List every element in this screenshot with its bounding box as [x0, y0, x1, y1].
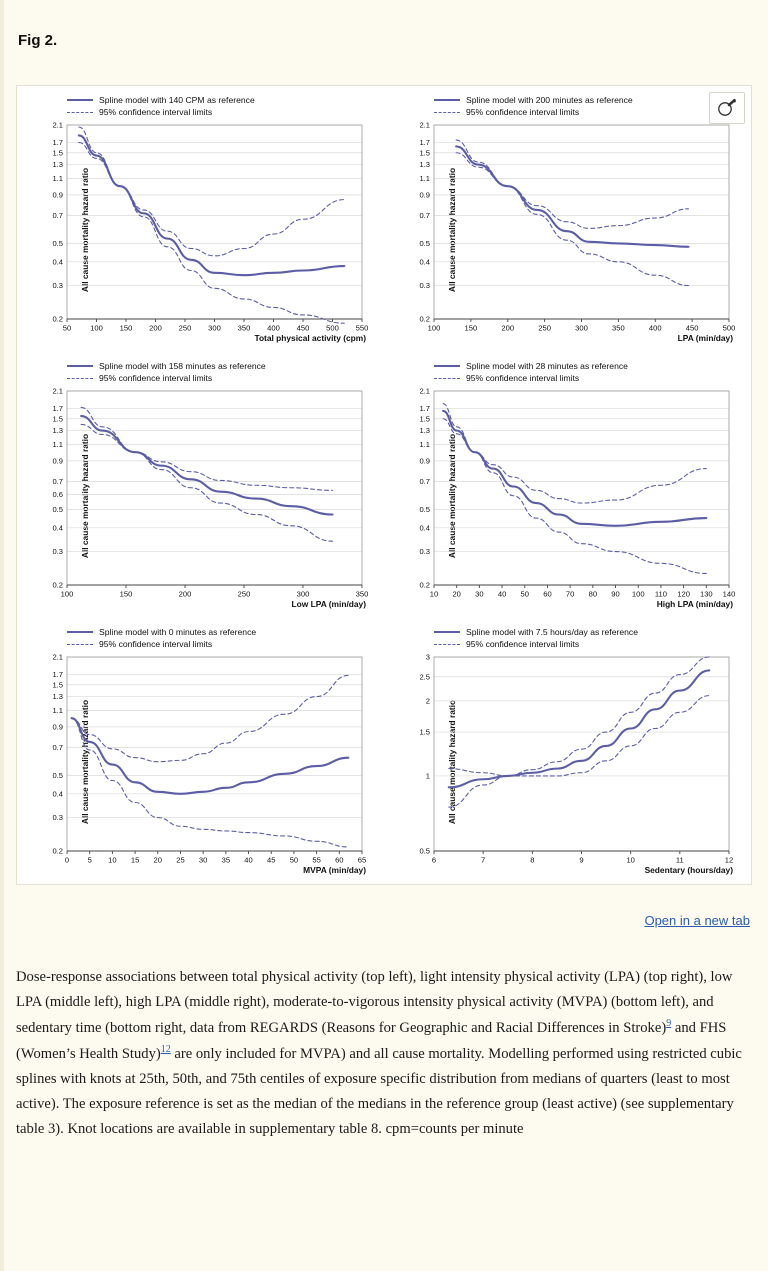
- svg-text:1.3: 1.3: [52, 692, 63, 702]
- svg-text:7: 7: [481, 855, 486, 865]
- figure-container: [16, 85, 752, 885]
- svg-text:0.7: 0.7: [419, 477, 430, 487]
- svg-text:2.1: 2.1: [52, 386, 63, 396]
- svg-text:20: 20: [452, 589, 461, 599]
- plot-mvpa: [21, 651, 376, 873]
- svg-text:1.3: 1.3: [419, 160, 430, 170]
- chart-svg-lpa: [388, 119, 743, 341]
- svg-text:0.5: 0.5: [52, 238, 63, 248]
- svg-text:15: 15: [130, 855, 140, 865]
- x-axis-label: LPA (min/day): [677, 332, 733, 343]
- svg-text:450: 450: [685, 323, 699, 333]
- legend-label-model: Spline model with 0 minutes as reference: [99, 627, 257, 637]
- legend-label-ci: 95% confidence interval limits: [99, 107, 213, 118]
- svg-text:0.9: 0.9: [419, 456, 430, 466]
- panel-mvpa: [17, 618, 384, 884]
- svg-text:25: 25: [176, 855, 185, 865]
- svg-text:20: 20: [153, 855, 162, 865]
- svg-text:90: 90: [611, 589, 620, 599]
- x-axis-label: Sedentary (hours/day): [644, 864, 733, 875]
- y-axis-label: All cause mortality hazard ratio: [447, 699, 458, 825]
- svg-text:65: 65: [357, 855, 367, 865]
- svg-text:0.7: 0.7: [52, 211, 63, 221]
- svg-text:1.7: 1.7: [52, 403, 63, 413]
- svg-text:500: 500: [326, 323, 339, 333]
- svg-text:0: 0: [64, 855, 70, 865]
- svg-text:70: 70: [565, 589, 575, 599]
- svg-text:1: 1: [425, 771, 430, 781]
- legend-label-ci: 95% confidence interval limits: [466, 373, 580, 384]
- svg-text:6: 6: [431, 855, 437, 865]
- svg-text:0.5: 0.5: [52, 770, 63, 780]
- x-axis-label: High LPA (min/day): [656, 598, 733, 609]
- legend-solid-swatch: [67, 99, 93, 101]
- chart-svg-total-physical-activity: [21, 119, 376, 341]
- svg-text:0.9: 0.9: [52, 456, 63, 466]
- legend-solid-swatch: [67, 365, 93, 367]
- svg-text:0.9: 0.9: [419, 190, 430, 200]
- svg-text:100: 100: [90, 323, 103, 333]
- legend-dashed-swatch: [67, 378, 93, 379]
- svg-text:35: 35: [221, 855, 231, 865]
- svg-text:0.2: 0.2: [419, 314, 430, 324]
- svg-text:0.3: 0.3: [52, 281, 63, 291]
- svg-text:0.2: 0.2: [52, 580, 63, 590]
- legend-solid-swatch: [434, 99, 460, 101]
- svg-text:400: 400: [267, 323, 280, 333]
- svg-text:1.5: 1.5: [52, 148, 63, 158]
- svg-text:1.1: 1.1: [52, 439, 63, 449]
- legend-solid-swatch: [67, 631, 93, 633]
- legend-solid-swatch: [434, 631, 460, 633]
- svg-text:1.5: 1.5: [52, 680, 63, 690]
- svg-text:0.4: 0.4: [52, 789, 63, 799]
- svg-text:1.5: 1.5: [52, 414, 63, 424]
- svg-text:40: 40: [497, 589, 507, 599]
- svg-text:2.1: 2.1: [52, 120, 63, 130]
- legend-dashed-swatch: [434, 378, 460, 379]
- svg-text:130: 130: [699, 589, 713, 599]
- svg-text:30: 30: [475, 589, 484, 599]
- svg-text:250: 250: [178, 323, 192, 333]
- svg-text:0.2: 0.2: [52, 314, 63, 324]
- svg-text:0.4: 0.4: [52, 523, 63, 533]
- svg-text:140: 140: [722, 589, 736, 599]
- svg-text:0.6: 0.6: [52, 489, 63, 499]
- legend-label-model: Spline model with 158 minutes as reference: [99, 361, 266, 371]
- legend-dashed-swatch: [67, 112, 93, 113]
- svg-text:0.5: 0.5: [419, 846, 430, 856]
- panel-lpa: [384, 86, 751, 352]
- svg-text:1.7: 1.7: [419, 137, 430, 147]
- svg-text:1.3: 1.3: [52, 160, 63, 170]
- svg-text:8: 8: [530, 855, 535, 865]
- svg-text:400: 400: [648, 323, 662, 333]
- svg-text:5: 5: [87, 855, 92, 865]
- panel-total-physical-activity: [17, 86, 384, 352]
- svg-text:50: 50: [289, 855, 299, 865]
- legend-label-model: Spline model with 7.5 hours/day as reference: [466, 627, 638, 637]
- svg-text:0.4: 0.4: [419, 257, 430, 267]
- svg-text:55: 55: [312, 855, 321, 865]
- legend-low-lpa: [67, 360, 376, 385]
- legend-sedentary: [434, 626, 743, 651]
- svg-text:2.5: 2.5: [419, 672, 430, 682]
- svg-text:30: 30: [198, 855, 208, 865]
- caption-part-1: Dose-response associations between total physical activity (top left), light intensity physical activity (LPA) (top right), low LPA (middle left), high LPA (middle right), moderate-to-vigorous intensity physical activity (MVPA) (bottom left), and sedentary time (bottom right, data from REGARDS (Reasons for Geographic and Racial Differences in Stroke): [16, 969, 733, 1037]
- svg-text:60: 60: [543, 589, 552, 599]
- svg-text:120: 120: [677, 589, 690, 599]
- svg-text:1.5: 1.5: [419, 414, 430, 424]
- svg-text:0.3: 0.3: [52, 813, 63, 823]
- figure-label: Fig 2.: [18, 32, 58, 49]
- open-in-new-tab-link[interactable]: Open in a new tab: [644, 913, 750, 928]
- svg-text:2: 2: [425, 696, 430, 706]
- svg-text:0.4: 0.4: [52, 257, 63, 267]
- y-axis-label: All cause mortality hazard ratio: [447, 433, 458, 559]
- legend-label-model: Spline model with 28 minutes as reference: [466, 361, 628, 371]
- svg-text:1.3: 1.3: [419, 426, 430, 436]
- svg-text:0.7: 0.7: [52, 477, 63, 487]
- svg-text:0.5: 0.5: [52, 504, 63, 514]
- legend-lpa: [434, 94, 743, 119]
- y-axis-label: All cause mortality hazard ratio: [80, 167, 91, 293]
- svg-text:450: 450: [296, 323, 310, 333]
- svg-text:150: 150: [464, 323, 478, 333]
- svg-text:150: 150: [119, 589, 133, 599]
- svg-text:0.3: 0.3: [419, 281, 430, 291]
- svg-text:0.5: 0.5: [419, 504, 430, 514]
- svg-text:9: 9: [579, 855, 584, 865]
- svg-text:2.1: 2.1: [52, 652, 63, 662]
- svg-text:1.3: 1.3: [52, 426, 63, 436]
- legend-dashed-swatch: [434, 644, 460, 645]
- svg-text:80: 80: [588, 589, 598, 599]
- svg-text:200: 200: [501, 323, 515, 333]
- svg-text:2.1: 2.1: [419, 120, 430, 130]
- x-axis-label: Total physical activity (cpm): [254, 332, 366, 343]
- svg-text:0.7: 0.7: [419, 211, 430, 221]
- svg-text:350: 350: [355, 589, 369, 599]
- svg-text:0.2: 0.2: [52, 846, 63, 856]
- svg-text:1.1: 1.1: [419, 173, 430, 183]
- svg-text:350: 350: [612, 323, 625, 333]
- svg-text:60: 60: [335, 855, 344, 865]
- svg-text:110: 110: [654, 589, 667, 599]
- y-axis-label: All cause mortality hazard ratio: [80, 699, 91, 825]
- caption-ref-12[interactable]: [161, 1044, 171, 1055]
- svg-text:0.7: 0.7: [52, 743, 63, 753]
- svg-text:100: 100: [631, 589, 645, 599]
- legend-label-ci: 95% confidence interval limits: [466, 107, 580, 118]
- legend-label-model: Spline model with 200 minutes as reference: [466, 95, 633, 105]
- legend-dashed-swatch: [434, 112, 460, 113]
- x-axis-label: MVPA (min/day): [303, 864, 366, 875]
- svg-text:200: 200: [178, 589, 192, 599]
- chart-svg-sedentary: [388, 651, 743, 873]
- panel-sedentary: [384, 618, 751, 884]
- svg-text:2.1: 2.1: [419, 386, 430, 396]
- caption-ref-12-link[interactable]: 12: [160, 1044, 171, 1056]
- svg-text:0.2: 0.2: [419, 580, 430, 590]
- svg-text:250: 250: [538, 323, 551, 333]
- caption-ref-9-link[interactable]: 9: [666, 1018, 672, 1030]
- y-axis-label: All cause mortality hazard ratio: [80, 433, 91, 559]
- plot-sedentary: [388, 651, 743, 873]
- svg-text:300: 300: [575, 323, 588, 333]
- svg-text:12: 12: [724, 855, 734, 865]
- legend-label-ci: 95% confidence interval limits: [466, 639, 580, 650]
- svg-text:11: 11: [675, 855, 684, 865]
- svg-text:0.9: 0.9: [52, 190, 63, 200]
- panel-high-lpa: [384, 352, 751, 618]
- caption-part-2: and FHS (Women’s Health Study): [16, 1020, 727, 1062]
- chart-svg-mvpa: [21, 651, 376, 873]
- svg-text:1.1: 1.1: [419, 439, 430, 449]
- svg-text:50: 50: [520, 589, 529, 599]
- svg-text:150: 150: [119, 323, 133, 333]
- svg-text:10: 10: [429, 589, 439, 599]
- svg-text:300: 300: [208, 323, 221, 333]
- svg-text:250: 250: [237, 589, 251, 599]
- plot-lpa: [388, 119, 743, 341]
- svg-text:0.5: 0.5: [419, 238, 430, 248]
- svg-text:0.9: 0.9: [52, 722, 63, 732]
- svg-text:1.5: 1.5: [419, 148, 430, 158]
- y-axis-label: All cause mortality hazard ratio: [447, 167, 458, 293]
- svg-text:500: 500: [722, 323, 736, 333]
- svg-text:1.5: 1.5: [419, 727, 430, 737]
- svg-text:100: 100: [427, 323, 441, 333]
- caption-part-3: are only included for MVPA) and all cause mortality. Modelling performed using restricted cubic splines with knots at 25th, 50th, and 75th centiles of exposure specific distribution from medians of quarters (least to most active). The exposure reference is set as the median of the medians in the reference group (least active) (see supplementary table 3). Knot locations are available in supplementary table 8. cpm=counts per minute: [16, 1046, 742, 1138]
- legend-dashed-swatch: [67, 644, 93, 645]
- panel-low-lpa: [17, 352, 384, 618]
- x-axis-label: Low LPA (min/day): [291, 598, 366, 609]
- legend-mvpa: [67, 626, 376, 651]
- svg-text:100: 100: [60, 589, 74, 599]
- svg-text:10: 10: [626, 855, 635, 865]
- svg-text:3: 3: [425, 652, 430, 662]
- legend-solid-swatch: [434, 365, 460, 367]
- svg-text:50: 50: [62, 323, 72, 333]
- chart-svg-high-lpa: [388, 385, 743, 607]
- svg-text:1.7: 1.7: [52, 137, 63, 147]
- svg-text:45: 45: [267, 855, 276, 865]
- svg-text:200: 200: [149, 323, 162, 333]
- figure-caption: [16, 965, 752, 1142]
- chart-svg-low-lpa: [21, 385, 376, 607]
- plot-high-lpa: [388, 385, 743, 607]
- legend-total-physical-activity: [67, 94, 376, 119]
- figure-panel-grid: [17, 86, 751, 884]
- svg-text:300: 300: [296, 589, 310, 599]
- svg-text:1.1: 1.1: [52, 173, 63, 183]
- legend-label-model: Spline model with 140 CPM as reference: [99, 95, 255, 105]
- page-left-edge: [0, 0, 4, 1271]
- svg-text:1.1: 1.1: [52, 705, 63, 715]
- svg-text:40: 40: [244, 855, 253, 865]
- svg-text:0.4: 0.4: [419, 523, 430, 533]
- plot-low-lpa: [21, 385, 376, 607]
- svg-text:0.3: 0.3: [419, 547, 430, 557]
- legend-label-ci: 95% confidence interval limits: [99, 639, 213, 650]
- svg-text:10: 10: [108, 855, 117, 865]
- legend-label-ci: 95% confidence interval limits: [99, 373, 213, 384]
- svg-text:550: 550: [355, 323, 369, 333]
- svg-text:1.7: 1.7: [52, 669, 63, 679]
- plot-total-physical-activity: [21, 119, 376, 341]
- svg-text:1.7: 1.7: [419, 403, 430, 413]
- svg-text:0.3: 0.3: [52, 547, 63, 557]
- svg-text:350: 350: [237, 323, 251, 333]
- legend-high-lpa: [434, 360, 743, 385]
